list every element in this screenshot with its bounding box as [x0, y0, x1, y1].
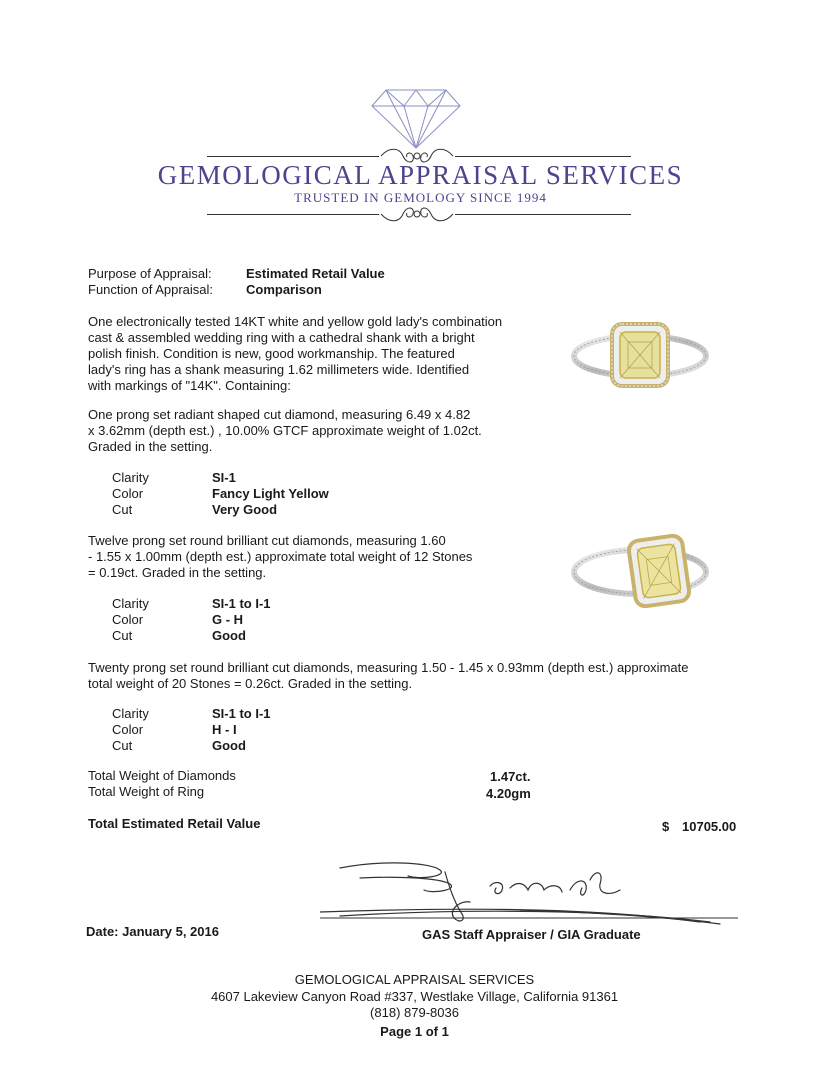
ring-photo-bottom — [570, 528, 710, 618]
retail-value-currency: $ — [662, 819, 670, 834]
function-label: Function of Appraisal: — [88, 282, 214, 297]
twenty-stones-cut-label: Cut — [112, 738, 133, 753]
twenty-stones-color-label: Color — [112, 722, 144, 737]
twelve-stones-cut-label: Cut — [112, 628, 133, 643]
letterhead-bottom-rule-right — [455, 214, 631, 215]
twelve-stones-color-label: Color — [112, 612, 144, 627]
twenty-stones-clarity-value: SI-1 to I-1 — [212, 706, 271, 721]
twenty-stones-clarity-label: Clarity — [112, 706, 149, 721]
center-stone-cut-label: Cut — [112, 502, 133, 517]
total-diamonds-value: 1.47ct. — [490, 769, 531, 784]
purpose-value: Estimated Retail Value — [246, 266, 385, 281]
purpose-label: Purpose of Appraisal: — [88, 266, 212, 281]
appraiser-signature — [320, 850, 740, 930]
page-number: Page 1 of 1 — [380, 1024, 449, 1039]
letterhead-company-name: GEMOLOGICAL APPRAISAL SERVICES — [157, 160, 684, 190]
footer-phone: (818) 879-8036 — [370, 1005, 459, 1020]
twenty-stones-color-value: H - I — [212, 722, 237, 737]
total-ring-value: 4.20gm — [486, 786, 531, 801]
letterhead-top-rule-left — [207, 156, 379, 157]
center-stone-cut-value: Very Good — [212, 502, 278, 517]
total-ring-label: Total Weight of Ring — [88, 784, 205, 799]
twenty-stones-description: Twenty prong set round brilliant cut diamonds, measuring 1.50 - 1.45 x 0.93mm (depth est.) approximate total weight of 20 Stones = 0.26ct. Graded in the setting. — [88, 660, 689, 691]
center-stone-color-label: Color — [112, 486, 144, 501]
twenty-stones-cut-value: Good — [212, 738, 246, 753]
signature-caption: GAS Staff Appraiser / GIA Graduate — [422, 927, 641, 942]
center-stone-clarity-label: Clarity — [112, 470, 149, 485]
letterhead-top-rule-right — [455, 156, 631, 157]
twelve-stones-cut-value: Good — [212, 628, 246, 643]
twelve-stones-color-value: G - H — [212, 612, 244, 627]
total-diamonds-label: Total Weight of Diamonds — [88, 768, 236, 783]
twelve-stones-clarity-value: SI-1 to I-1 — [212, 596, 271, 611]
center-stone-description: One prong set radiant shaped cut diamond, measuring 6.49 x 4.82 x 3.62mm (depth est.) , 10.00% GTCF approximate weight of 1.02ct. Graded in the setting. — [88, 407, 482, 454]
footer-company: GEMOLOGICAL APPRAISAL SERVICES — [294, 972, 535, 987]
scroll-flourish-bottom-icon — [379, 203, 455, 225]
letterhead-bottom-rule-left — [207, 214, 379, 215]
appraisal-date: Date: January 5, 2016 — [86, 924, 219, 939]
diamond-logo-icon — [370, 88, 462, 150]
twelve-stones-description: Twelve prong set round brilliant cut diamonds, measuring 1.60 - 1.55 x 1.00mm (depth est.) approximate total weight of 12 Stones = 0.19ct. Graded in the setting. — [88, 533, 473, 580]
center-stone-color-value: Fancy Light Yellow — [212, 486, 329, 501]
footer-address: 4607 Lakeview Canyon Road #337, Westlake Village, California 91361 — [210, 989, 619, 1004]
retail-value-label: Total Estimated Retail Value — [88, 816, 261, 831]
twelve-stones-clarity-label: Clarity — [112, 596, 149, 611]
function-value: Comparison — [246, 282, 322, 297]
ring-description: One electronically tested 14KT white and yellow gold lady's combination cast & assembled wedding ring with a cathedral shank with a bright polish finish. Condition is new, good workmanship. The featured lady's ring has a shank measuring 1.62 millimeters wide. Identified with markings of "14K". Containing: — [88, 314, 503, 393]
center-stone-clarity-value: SI-1 — [212, 470, 236, 485]
ring-photo-top — [570, 310, 710, 400]
retail-value-amount: 10705.00 — [682, 819, 737, 834]
letterhead-tagline: TRUSTED IN GEMOLOGY SINCE 1994 — [294, 190, 547, 205]
